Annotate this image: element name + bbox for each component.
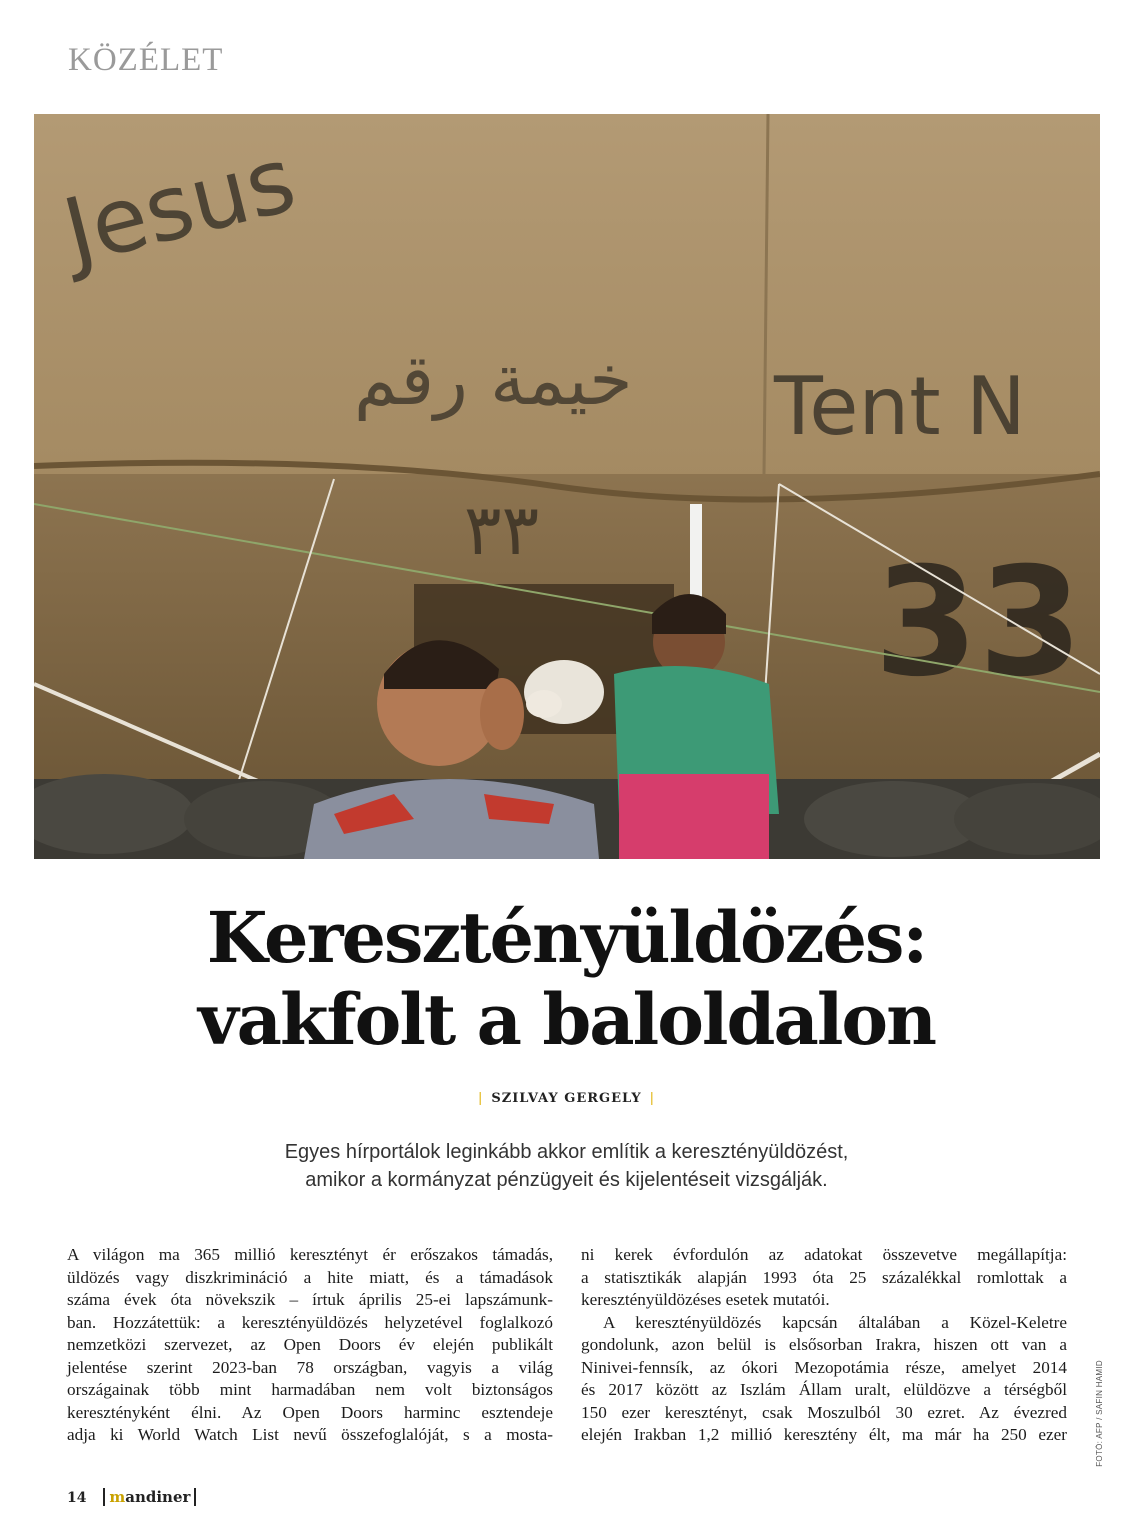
body-line: ban. Hozzátettük: a keresztényüldözés helyzetével foglalkozó [67,1312,553,1332]
body-line: és 2017 között az Iszlám Állam uralt, elüldözve a térségből [581,1380,1067,1399]
body-line: száma évek óta növekszik – írtuk április 25-ei lapszámunk- [67,1290,553,1309]
body-line: üldözés vagy diszkrimináció a hite miatt, és a támadások [67,1267,553,1287]
byline-author: SZILVAY GERGELY [491,1091,642,1106]
body-column-2 [581,1244,1067,1447]
body-line: A keresztényüldözés kapcsán általában a Közel-Keletre [603,1312,1067,1332]
body-line: keresztényként élni. Az Open Doors harminc esztendeje [67,1402,553,1422]
graffiti-jesus: Jesus [53,127,306,286]
article-photo [34,114,1100,859]
body-line: adja ki World Watch List nevű összefoglalóját, s a mosta- [67,1425,553,1444]
body-line: nemzetközi szervezet, az Open Doors év elején publikált [67,1335,553,1354]
svg-text:٣٣: ٣٣ [464,489,540,571]
graffiti-arabic: ﻿ﺧﻴﻤﺔ ﺭﻗﻢ [354,339,633,421]
body-line: a statisztikák alapján 1993 óta 25 százalékkal romlottak a [581,1267,1067,1287]
headline-line-2: vakfolt a baloldalon [197,978,935,1061]
body-line: ni kerek évfordulón az adatokat összevetve megállapítja: [581,1245,1067,1264]
body-column-1 [67,1244,553,1447]
lead-line-1: Egyes hírportálok leginkább akkor említik a keresztényüldözést, [284,1141,849,1163]
byline-separator-right: | [649,1091,656,1106]
photo-credit: FOTÓ: AFP / SAFIN HAMID [1095,1360,1104,1467]
body-line: A világon ma 365 millió keresztényt ér erőszakos támadás, [67,1245,553,1264]
body-line: keresztényüldözéses esetek mutatói. [581,1290,830,1309]
mandiner-logo: mandiner [103,1488,196,1506]
headline-line-1: Keresztényüldözés: [206,896,927,979]
lead-line-2: amikor a kormányzat pénzügyeit és kijelentéseit vizsgálják. [305,1169,828,1191]
body-line: jelentése szerint 2023-ban 78 országban, vagyis a világ [67,1357,553,1377]
page-footer [67,1488,196,1506]
graffiti-number: 33 [874,536,1083,710]
byline [0,1091,1133,1106]
body-line: Ninivei-fennsík, az ókori Mezopotámia része, amelyet 2014 [581,1357,1067,1377]
body-line: elején Irakban 1,2 millió keresztény élt, ma már ha 250 ezer [581,1425,1067,1444]
page-number: 14 [67,1490,87,1506]
body-line: országainak több mint harmadában nem volt biztonságos [67,1380,553,1399]
lead-paragraph [0,1138,1133,1194]
section-label: KÖZÉLET [68,42,224,78]
body-line: gondolunk, azon belül is elsősorban Irakra, hiszen ott van a [581,1335,1067,1354]
body-line: 150 ezer keresztényt, csak Moszulból 30 ezret. Az évezred [581,1402,1067,1422]
headline [0,897,1133,1061]
graffiti-tent: Tent N [774,360,1026,453]
byline-separator-left: | [477,1091,484,1106]
